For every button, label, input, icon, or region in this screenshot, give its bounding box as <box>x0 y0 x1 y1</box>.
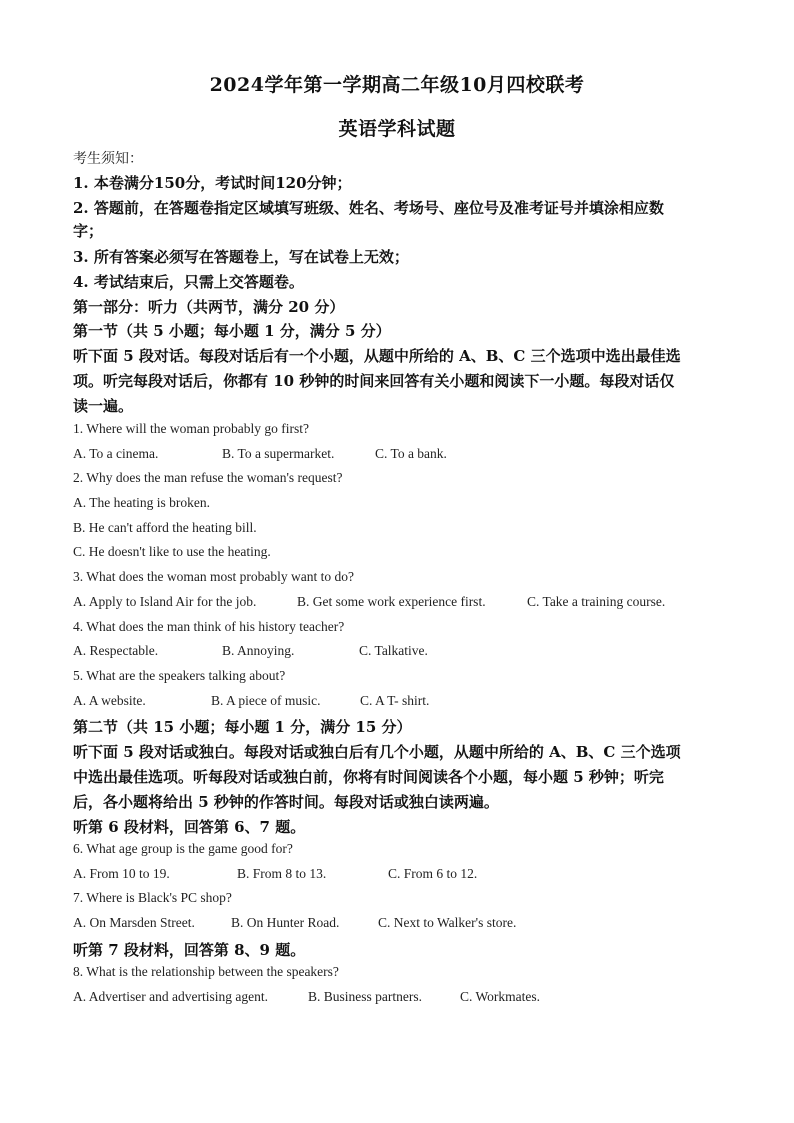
q1-option-a: A. To a cinema. <box>73 446 159 461</box>
section2-instruction-line2: 中选出最佳选项。听每段对话或独白前，你将有时间阅读各个小题，每小题 5 秒钟；听完 <box>73 768 664 786</box>
q4-option-c: C. Talkative. <box>359 643 428 658</box>
q5-option-a: A. A website. <box>73 693 146 708</box>
notice-item-2-cont: 字； <box>73 222 104 240</box>
material-7-heading: 听第 7 段材料，回答第 8、9 题。 <box>73 941 306 959</box>
q2-option-b: B. He can't afford the heating bill. <box>73 520 257 535</box>
material-6-heading: 听第 6 段材料，回答第 6、7 题。 <box>73 818 306 836</box>
question-2: 2. Why does the man refuse the woman's request? <box>73 470 343 485</box>
q4-option-a: A. Respectable. <box>73 643 159 658</box>
section1-heading: 第一节（共 5 小题；每小题 1 分，满分 5 分） <box>73 322 391 340</box>
q3-option-b: B. Get some work experience first. <box>297 594 486 609</box>
part1-heading: 第一部分：听力（共两节，满分 20 分） <box>73 298 345 316</box>
q3-option-a: A. Apply to Island Air for the job. <box>73 594 257 609</box>
section2-heading: 第二节（共 15 小题；每小题 1 分，满分 15 分） <box>73 718 412 736</box>
q8-option-c: C. Workmates. <box>460 989 541 1004</box>
question-1: 1. Where will the woman probably go first? <box>73 421 309 436</box>
notice-item-3: 3. 所有答案必须写在答题卷上，写在试卷上无效； <box>73 248 409 266</box>
section2-instruction-line3: 后，各小题将给出 5 秒钟的作答时间。每段对话或独白读两遍。 <box>73 793 499 811</box>
q7-option-c: C. Next to Walker's store. <box>378 915 517 930</box>
exam-title: 2024学年第一学期高二年级10月四校联考 <box>209 74 585 96</box>
q5-option-c: C. A T- shirt. <box>360 693 430 708</box>
q4-option-b: B. Annoying. <box>222 643 295 658</box>
question-5: 5. What are the speakers talking about? <box>73 668 286 683</box>
question-6: 6. What age group is the game good for? <box>73 841 293 856</box>
exam-subtitle: 英语学科试题 <box>338 118 456 140</box>
q6-option-a: A. From 10 to 19. <box>73 866 170 881</box>
q6-option-b: B. From 8 to 13. <box>237 866 327 881</box>
q1-option-c: C. To a bank. <box>375 446 447 461</box>
q7-option-b: B. On Hunter Road. <box>231 915 340 930</box>
section2-instruction-line1: 听下面 5 段对话或独白。每段对话或独白后有几个小题，从题中所给的 A、B、C 三个选项 <box>73 743 681 761</box>
q2-option-c: C. He doesn't like to use the heating. <box>73 544 271 559</box>
notice-item-1: 1. 本卷满分150分，考试时间120分钟； <box>73 174 352 192</box>
q7-option-a: A. On Marsden Street. <box>73 915 195 930</box>
question-4: 4. What does the man think of his history teacher? <box>73 619 345 634</box>
section1-instruction-line1: 听下面 5 段对话。每段对话后有一个小题，从题中所给的 A、B、C 三个选项中选出最佳选 <box>73 347 681 365</box>
notice-item-2: 2. 答题前，在答题卷指定区域填写班级、姓名、考场号、座位号及准考证号并填涂相应数 <box>73 199 664 217</box>
section1-instruction-line3: 读一遍。 <box>73 397 134 415</box>
notice-item-4: 4. 考试结束后，只需上交答题卷。 <box>73 273 304 291</box>
question-8: 8. What is the relationship between the speakers? <box>73 964 339 979</box>
q6-option-c: C. From 6 to 12. <box>388 866 478 881</box>
q3-option-c: C. Take a training course. <box>527 594 666 609</box>
question-7: 7. Where is Black's PC shop? <box>73 890 232 905</box>
q8-option-a: A. Advertiser and advertising agent. <box>73 989 268 1004</box>
q1-option-b: B. To a supermarket. <box>222 446 335 461</box>
q5-option-b: B. A piece of music. <box>211 693 321 708</box>
question-3: 3. What does the woman most probably want to do? <box>73 569 354 584</box>
q2-option-a: A. The heating is broken. <box>73 495 210 510</box>
section1-instruction-line2: 项。听完每段对话后，你都有 10 秒钟的时间来回答有关小题和阅读下一小题。每段对话仅 <box>73 372 675 390</box>
q8-option-b: B. Business partners. <box>308 989 422 1004</box>
notice-heading: 考生须知： <box>73 152 143 167</box>
